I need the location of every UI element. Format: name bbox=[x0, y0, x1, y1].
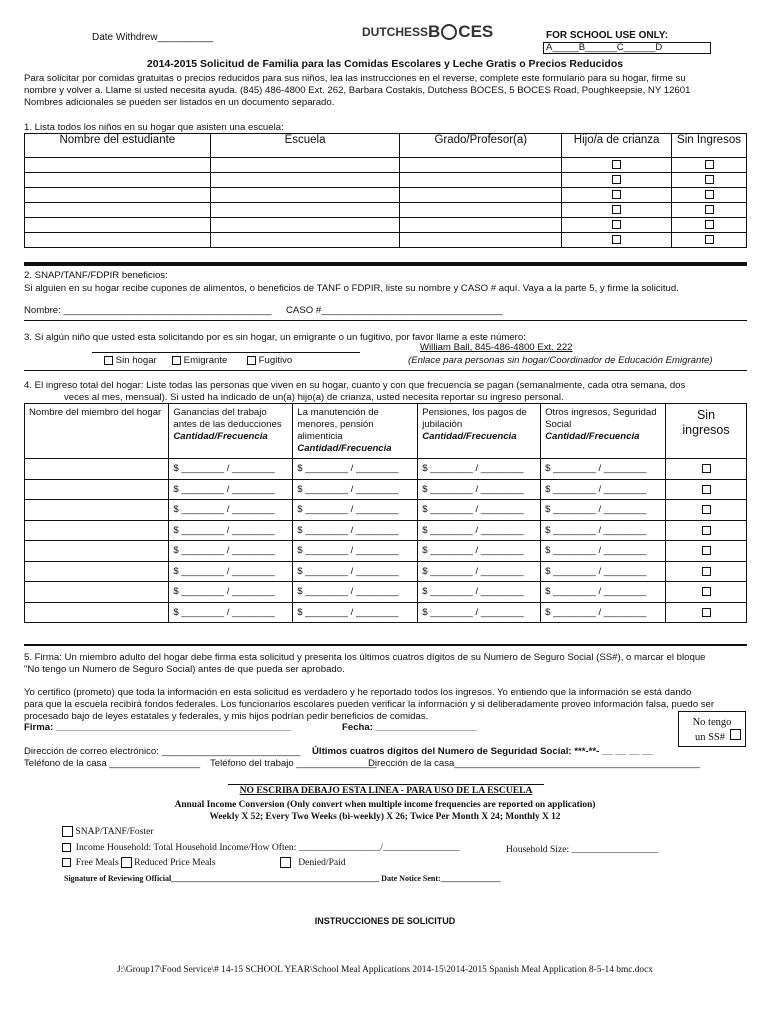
snap-option[interactable] bbox=[62, 826, 154, 837]
amount-frequency-cell[interactable]: $ ________ / ________ bbox=[293, 520, 418, 541]
amount-frequency-cell[interactable]: $ ________ / ________ bbox=[293, 602, 418, 623]
income-row bbox=[25, 602, 747, 623]
meal-options bbox=[62, 857, 216, 868]
header-member-name: Nombre del miembro del hogar bbox=[25, 404, 169, 459]
grade-cell[interactable] bbox=[400, 188, 562, 203]
dutchess-boces-logo bbox=[362, 22, 493, 42]
ssn-field[interactable]: Últimos cuatros dígitos del Numero de Seguridad Social: ***-**- __ __ __ __ bbox=[312, 746, 653, 757]
header-no-income: Sin ingresos bbox=[666, 404, 747, 459]
no-income-cell bbox=[666, 582, 747, 603]
intro-line-3: Nombres adicionales se pueden ser listados en un documento separado. bbox=[24, 97, 335, 108]
grade-cell[interactable] bbox=[400, 233, 562, 248]
snap-case-field[interactable]: CASO #__________________________________ bbox=[286, 305, 503, 316]
conversion-line-2: Weekly X 52; Every Two Weeks (bi-weekly) X 26; Twice Per Month X 24; Monthly X 12 bbox=[209, 812, 561, 822]
school-use-label: FOR SCHOOL USE ONLY: bbox=[546, 30, 669, 41]
school-cell[interactable] bbox=[210, 188, 400, 203]
no-income-cell bbox=[672, 188, 747, 203]
income-row bbox=[25, 500, 747, 521]
no-income-cell bbox=[672, 158, 747, 173]
runaway-label: Fugitivo bbox=[258, 355, 293, 366]
income-option[interactable] bbox=[62, 842, 460, 853]
foster-checkbox[interactable] bbox=[612, 235, 621, 244]
homeless-option[interactable] bbox=[104, 355, 157, 366]
member-name-cell[interactable] bbox=[25, 479, 169, 500]
no-income-cell bbox=[666, 541, 747, 562]
student-name-cell[interactable] bbox=[25, 173, 211, 188]
income-row bbox=[25, 561, 747, 582]
section5-line-1: 5. Firma: Un miembro adulto del hogar debe firma esta solicitud y presenta los últimos cuatros dígitos de su Numero de Seguro Social (SS#), o marcar el bloque bbox=[24, 652, 706, 663]
no-income-checkbox[interactable] bbox=[702, 485, 711, 494]
cert-line-1: Yo certifico (prometo) que toda la información en esta solicitud es verdadero y he reportado todos los ingresos. Yo entiendo que la información se está dando bbox=[24, 687, 692, 698]
work-phone-field[interactable]: Teléfono del trabajo _______________ bbox=[210, 758, 377, 769]
header-pensions bbox=[418, 404, 541, 459]
amount-frequency-cell[interactable]: $ ________ / ________ bbox=[418, 479, 541, 500]
student-name-cell[interactable] bbox=[25, 203, 211, 218]
no-income-checkbox[interactable] bbox=[705, 235, 714, 244]
amount-frequency-cell[interactable]: $ ________ / ________ bbox=[418, 582, 541, 603]
header-no-income: Sin Ingresos bbox=[672, 134, 747, 158]
foster-checkbox[interactable] bbox=[612, 205, 621, 214]
section4-label-2: veces al mes, mensual). Si usted ha indicado de un(a) hijo(a) de crianza, usted necesita reportar su ingreso personal. bbox=[64, 392, 564, 403]
date-withdrew: Date Withdrew__________ bbox=[92, 32, 214, 43]
no-income-cell bbox=[672, 173, 747, 188]
no-income-checkbox[interactable] bbox=[702, 546, 711, 555]
amount-frequency-cell[interactable]: $ ________ / ________ bbox=[418, 520, 541, 541]
section3-contact: William Ball, 845-486-4800 Ext. 222 bbox=[420, 342, 573, 353]
logo-text-left: DUTCHESS bbox=[362, 25, 429, 39]
school-cell[interactable] bbox=[210, 173, 400, 188]
amount-frequency-cell[interactable]: $ ________ / ________ bbox=[541, 479, 666, 500]
email-field[interactable]: Dirección de correo electrónico: __________________________ bbox=[24, 746, 301, 757]
school-cell[interactable] bbox=[210, 218, 400, 233]
section3-label: 3. Si algún niño que usted esta solicitando por es sin hogar, un emigrante o un fugitivo, por favor llame a este número: bbox=[24, 332, 526, 343]
divider-bar bbox=[24, 262, 747, 266]
header-foster: Hijo/a de crianza bbox=[562, 134, 672, 158]
no-ssn-checkbox[interactable] bbox=[730, 729, 741, 740]
snap-label: SNAP/TANF/Foster bbox=[75, 826, 154, 837]
snap-name-field[interactable]: Nombre: _______________________________________ bbox=[24, 305, 272, 316]
office-banner: NO ESCRIBA DEBAJO ESTA LINEA - PARA USO DE LA ESCUELA bbox=[228, 784, 544, 797]
foster-cell bbox=[562, 203, 672, 218]
students-table bbox=[24, 133, 747, 248]
signature-field[interactable]: Firma: ____________________________________________ bbox=[24, 722, 291, 733]
footer-path: J:\Group17\Food Service\# 14-15 SCHOOL YEAR\School Meal Applications 2014-15\2014-2015 Spanish Meal Application 8-5-14 bmc.docx bbox=[117, 965, 653, 975]
school-use-codes: A_____B______C______D bbox=[543, 42, 711, 54]
amount-frequency-cell[interactable]: $ ________ / ________ bbox=[169, 459, 293, 480]
certification-text bbox=[24, 687, 754, 723]
section3-note: (Enlace para personas sin hogar/Coordinador de Educación Emigrante) bbox=[408, 355, 713, 366]
member-name-cell[interactable] bbox=[25, 602, 169, 623]
grade-cell[interactable] bbox=[400, 203, 562, 218]
denied-label: Denied/Paid bbox=[298, 857, 346, 868]
earnings-freq: Cantidad/Frecuencia bbox=[173, 431, 268, 442]
amount-frequency-cell[interactable]: $ ________ / ________ bbox=[169, 541, 293, 562]
student-name-cell[interactable] bbox=[25, 188, 211, 203]
other-income-title: Otros ingresos, Seguridad Social bbox=[545, 407, 657, 430]
student-name-cell[interactable] bbox=[25, 158, 211, 173]
amount-frequency-cell[interactable]: $ ________ / ________ bbox=[169, 602, 293, 623]
no-income-cell bbox=[666, 602, 747, 623]
amount-frequency-cell[interactable]: $ ________ / ________ bbox=[293, 500, 418, 521]
child-support-freq: Cantidad/Frecuencia bbox=[297, 443, 392, 454]
intro-line-1: Para solicitar por comidas gratuitas o precios reducidos para sus niños, lea las instrucciones en el reverse, complete este formulario para su hogar, firme su bbox=[24, 73, 686, 84]
school-cell[interactable] bbox=[210, 233, 400, 248]
conversion-line-1: Annual Income Conversion (Only convert when multiple income frequencies are reported on application) bbox=[174, 800, 596, 810]
pensions-title: Pensiones, los pagos de jubilación bbox=[422, 407, 527, 430]
cert-line-2: para que la escuela recibirá fondos federales. Los funcionarios escolares pueden verificar la información y si deliberadamente proveo información falsa, puedo ser bbox=[24, 699, 715, 710]
other-income-freq: Cantidad/Frecuencia bbox=[545, 431, 640, 442]
no-income-cell bbox=[666, 459, 747, 480]
student-name-cell[interactable] bbox=[25, 218, 211, 233]
foster-cell bbox=[562, 218, 672, 233]
member-name-cell[interactable] bbox=[25, 582, 169, 603]
member-name-cell[interactable] bbox=[25, 561, 169, 582]
no-income-cell bbox=[666, 520, 747, 541]
amount-frequency-cell[interactable]: $ ________ / ________ bbox=[541, 541, 666, 562]
no-income-checkbox[interactable] bbox=[705, 175, 714, 184]
amount-frequency-cell[interactable]: $ ________ / ________ bbox=[293, 582, 418, 603]
amount-frequency-cell[interactable]: $ ________ / ________ bbox=[541, 459, 666, 480]
runaway-checkbox[interactable] bbox=[247, 356, 256, 365]
amount-frequency-cell[interactable]: $ ________ / ________ bbox=[541, 520, 666, 541]
no-income-cell bbox=[666, 479, 747, 500]
amount-frequency-cell[interactable]: $ ________ / ________ bbox=[418, 561, 541, 582]
grade-cell[interactable] bbox=[400, 158, 562, 173]
foster-checkbox[interactable] bbox=[612, 175, 621, 184]
runaway-option[interactable] bbox=[247, 355, 292, 366]
no-income-cell bbox=[666, 561, 747, 582]
no-income-cell bbox=[672, 233, 747, 248]
foster-cell bbox=[562, 158, 672, 173]
amount-frequency-cell[interactable]: $ ________ / ________ bbox=[418, 459, 541, 480]
no-income-checkbox[interactable] bbox=[702, 608, 711, 617]
logo-text-right: CES bbox=[458, 22, 494, 41]
amount-frequency-cell[interactable]: $ ________ / ________ bbox=[293, 459, 418, 480]
globe-icon bbox=[441, 24, 457, 40]
amount-frequency-cell[interactable]: $ ________ / ________ bbox=[418, 541, 541, 562]
divider-line bbox=[24, 370, 747, 371]
amount-frequency-cell[interactable]: $ ________ / ________ bbox=[169, 520, 293, 541]
no-income-checkbox[interactable] bbox=[702, 505, 711, 514]
no-income-cell bbox=[672, 218, 747, 233]
foster-cell bbox=[562, 233, 672, 248]
divider-line bbox=[24, 644, 747, 646]
foster-checkbox[interactable] bbox=[612, 220, 621, 229]
no-income-checkbox[interactable] bbox=[705, 160, 714, 169]
reduced-meals-label: Reduced Price Meals bbox=[134, 857, 216, 868]
free-meals-label: Free Meals bbox=[75, 857, 119, 868]
header-other-income bbox=[541, 404, 666, 459]
free-meals-checkbox[interactable] bbox=[62, 858, 71, 867]
amount-frequency-cell[interactable]: $ ________ / ________ bbox=[169, 479, 293, 500]
amount-frequency-cell[interactable]: $ ________ / ________ bbox=[541, 582, 666, 603]
section2-label: 2. SNAP/TANF/FDPIR beneficios: bbox=[24, 270, 168, 281]
amount-frequency-cell[interactable]: $ ________ / ________ bbox=[293, 479, 418, 500]
no-ssn-label-2: un SS# bbox=[694, 732, 725, 743]
household-size-field[interactable]: Household Size: __________________ bbox=[506, 844, 658, 855]
header-grade-teacher: Grado/Profesor(a) bbox=[400, 134, 562, 158]
amount-frequency-cell[interactable]: $ ________ / ________ bbox=[541, 500, 666, 521]
no-income-cell bbox=[672, 203, 747, 218]
amount-frequency-cell[interactable]: $ ________ / ________ bbox=[418, 602, 541, 623]
no-income-cell bbox=[666, 500, 747, 521]
income-table bbox=[24, 403, 747, 623]
no-income-checkbox[interactable] bbox=[705, 220, 714, 229]
instructions-heading: INSTRUCCIONES DE SOLICITUD bbox=[314, 916, 456, 926]
reduced-meals-checkbox[interactable] bbox=[121, 857, 132, 868]
grade-cell[interactable] bbox=[400, 218, 562, 233]
member-name-cell[interactable] bbox=[25, 520, 169, 541]
income-row bbox=[25, 582, 747, 603]
student-row bbox=[25, 218, 747, 233]
student-row bbox=[25, 233, 747, 248]
income-row bbox=[25, 520, 747, 541]
section2-text: Si alguien en su hogar recibe cupones de alimentos, o beneficios de TANF o FDPIR, liste su nombre y CASO # aquí. Vaya a la parte 5, y firme la solicitud. bbox=[24, 283, 679, 294]
child-support-title: La manutención de menores, pensión alimenticia bbox=[297, 407, 379, 442]
header-student-name: Nombre del estudiante bbox=[25, 134, 211, 158]
amount-frequency-cell[interactable]: $ ________ / ________ bbox=[293, 561, 418, 582]
income-label: Income Household: Total Household Income/How Often: _________________/________________ bbox=[75, 842, 460, 853]
no-income-checkbox[interactable] bbox=[702, 587, 711, 596]
cert-line-3: procesado bajo de leyes estatales y federales, y mis hijos podrían pedir beneficios de comidas. bbox=[24, 711, 429, 722]
logo-text-b: B bbox=[428, 22, 441, 41]
income-checkbox[interactable] bbox=[62, 843, 71, 852]
header-school: Escuela bbox=[210, 134, 400, 158]
student-row bbox=[25, 203, 747, 218]
migrant-checkbox[interactable] bbox=[172, 356, 181, 365]
amount-frequency-cell[interactable]: $ ________ / ________ bbox=[169, 500, 293, 521]
homeless-checkbox[interactable] bbox=[104, 356, 113, 365]
section1-label: 1. Lista todos los niños en su hogar que asisten una escuela: bbox=[24, 122, 284, 133]
homeless-label: Sin hogar bbox=[115, 355, 157, 366]
students-table-header bbox=[25, 134, 747, 158]
no-income-checkbox[interactable] bbox=[702, 464, 711, 473]
intro-text bbox=[24, 73, 764, 109]
student-name-cell[interactable] bbox=[25, 233, 211, 248]
foster-checkbox[interactable] bbox=[612, 190, 621, 199]
amount-frequency-cell[interactable]: $ ________ / ________ bbox=[418, 500, 541, 521]
amount-frequency-cell[interactable]: $ ________ / ________ bbox=[541, 561, 666, 582]
foster-cell bbox=[562, 188, 672, 203]
section5-line-2: "No tengo un Numero de Seguro Social) antes de que pueda ser aprobado. bbox=[24, 664, 345, 675]
denied-option[interactable] bbox=[280, 857, 346, 868]
no-income-checkbox[interactable] bbox=[705, 205, 714, 214]
amount-frequency-cell[interactable]: $ ________ / ________ bbox=[169, 582, 293, 603]
amount-frequency-cell[interactable]: $ ________ / ________ bbox=[293, 541, 418, 562]
no-income-checkbox[interactable] bbox=[702, 567, 711, 576]
date-field[interactable]: Fecha: ___________________ bbox=[342, 722, 477, 733]
reviewing-official-signature[interactable]: Signature of Reviewing Official____________________________________________________ Date Notice Sent:_______________ bbox=[64, 874, 501, 883]
amount-frequency-cell[interactable]: $ ________ / ________ bbox=[169, 561, 293, 582]
intro-line-2: nombre y volver a. Llame si usted necesita ayuda. (845) 486-4800 Ext. 262, Barbara Costakis, Dutchess BOCES, 5 BOCES Road, Poughkeepsie, NY 12601 bbox=[24, 85, 691, 96]
foster-cell bbox=[562, 173, 672, 188]
school-cell[interactable] bbox=[210, 158, 400, 173]
member-name-cell[interactable] bbox=[25, 459, 169, 480]
section4-label-1: 4. El ingreso total del hogar: Liste todas las personas que viven en su hogar, cuanto y con que frecuencia se pagan (semanalmente, cada otra semana, dos bbox=[24, 380, 686, 391]
snap-checkbox[interactable] bbox=[62, 826, 73, 837]
student-row bbox=[25, 173, 747, 188]
member-name-cell[interactable] bbox=[25, 541, 169, 562]
no-income-checkbox[interactable] bbox=[702, 526, 711, 535]
header-earnings bbox=[169, 404, 293, 459]
income-row bbox=[25, 541, 747, 562]
divider-line bbox=[24, 320, 747, 321]
income-row bbox=[25, 479, 747, 500]
member-name-cell[interactable] bbox=[25, 500, 169, 521]
home-phone-field[interactable]: Teléfono de la casa _________________ bbox=[24, 758, 201, 769]
foster-checkbox[interactable] bbox=[612, 160, 621, 169]
section3-blank-line bbox=[92, 352, 360, 353]
income-row bbox=[25, 459, 747, 480]
student-row bbox=[25, 158, 747, 173]
grade-cell[interactable] bbox=[400, 173, 562, 188]
denied-checkbox[interactable] bbox=[280, 857, 291, 868]
earnings-title: Ganancias del trabajo antes de las deducciones bbox=[173, 407, 282, 430]
amount-frequency-cell[interactable]: $ ________ / ________ bbox=[541, 602, 666, 623]
address-field[interactable]: Dirección de la casa______________________________________________ bbox=[368, 758, 700, 769]
no-ssn-label-1: No tengo bbox=[692, 717, 732, 728]
migrant-option[interactable] bbox=[172, 355, 227, 366]
school-cell[interactable] bbox=[210, 203, 400, 218]
no-ssn-box[interactable] bbox=[678, 711, 746, 747]
migrant-label: Emigrante bbox=[183, 355, 228, 366]
student-row bbox=[25, 188, 747, 203]
form-title: 2014-2015 Solicitud de Familia para las Comidas Escolares y Leche Gratis o Precios Reducidos bbox=[146, 58, 624, 70]
no-income-checkbox[interactable] bbox=[705, 190, 714, 199]
income-table-header bbox=[25, 404, 747, 459]
header-child-support bbox=[293, 404, 418, 459]
pensions-freq: Cantidad/Frecuencia bbox=[422, 431, 517, 442]
